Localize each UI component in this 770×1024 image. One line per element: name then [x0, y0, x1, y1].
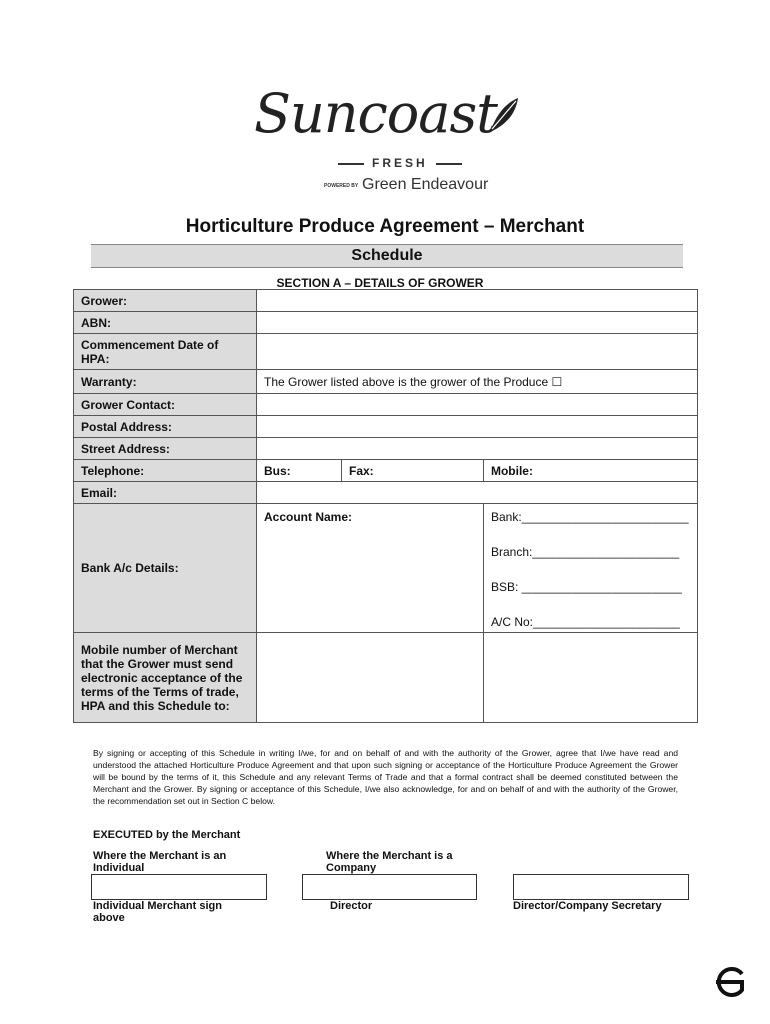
- abn-field[interactable]: [257, 312, 698, 334]
- grower-details-table: [73, 289, 698, 723]
- individual-sign-label: Individual Merchant sign above: [93, 900, 222, 924]
- grower-label: Grower:: [74, 290, 257, 312]
- grower-field[interactable]: [257, 290, 698, 312]
- director-label: Director: [330, 900, 373, 912]
- secretary-label: Director/Company Secretary: [513, 900, 662, 912]
- director-signature-box[interactable]: [302, 874, 477, 900]
- acceptance-paragraph: By signing or accepting of this Schedule in writing I/we, for and on behalf of and with the authority of the Grower, agree that I/we have read and understood the attached Horticulture Produce Agreement and that upon such signing or acceptance of the Horticulture Produce Agreement the Grower will be bound by the terms of it, this Schedule and any relevant Terms of Trade and that a formal contract shall be deemed constituted between the Merchant and the Grower. By signing or acceptance of this Schedule, I/we also acknowledge, for and on behalf of and with the authority of the Grower, the recommendation set out in Section C below.: [93, 748, 678, 806]
- email-field[interactable]: [257, 482, 698, 504]
- corner-logo-icon: [712, 966, 748, 998]
- street-address-field[interactable]: [257, 438, 698, 460]
- postal-address-field[interactable]: [257, 416, 698, 438]
- merchant-mobile-field-right[interactable]: [483, 633, 697, 723]
- logo-powered-by: POWERED BY: [324, 183, 359, 189]
- bus-field[interactable]: Bus:: [257, 460, 342, 482]
- individual-signature-box[interactable]: [91, 874, 267, 900]
- bsb-line[interactable]: BSB: ________________________: [490, 580, 682, 594]
- suncoast-fresh-logo: [250, 82, 525, 197]
- merchant-mobile-label: Mobile number of Merchant that the Grower must send electronic acceptance of the terms of the Terms of trade, HPA and this Schedule to:: [74, 633, 257, 723]
- leaf-icon: [486, 96, 522, 136]
- secretary-signature-box[interactable]: [513, 874, 689, 900]
- email-label: Email:: [74, 482, 257, 504]
- commencement-date-label: Commencement Date of HPA:: [74, 334, 257, 370]
- acno-line[interactable]: A/C No:______________________: [490, 615, 680, 629]
- warranty-text[interactable]: The Grower listed above is the grower of the Produce ☐: [257, 370, 698, 394]
- document-title: Horticulture Produce Agreement – Merchant: [185, 216, 585, 237]
- individual-heading: Where the Merchant is an Individual: [93, 850, 227, 874]
- bank-details-label: Bank A/c Details:: [74, 504, 257, 633]
- section-a-heading: SECTION A – DETAILS OF GROWER: [276, 276, 484, 290]
- executed-line: [93, 829, 240, 841]
- logo-fresh: FRESH: [330, 156, 470, 170]
- telephone-label: Telephone:: [74, 460, 257, 482]
- street-address-label: Street Address:: [74, 438, 257, 460]
- merchant-mobile-field-left[interactable]: [257, 633, 484, 723]
- commencement-date-field[interactable]: [257, 334, 698, 370]
- executed-rest: by the Merchant: [152, 829, 241, 841]
- abn-label: ABN:: [74, 312, 257, 334]
- branch-line[interactable]: Branch:______________________: [490, 545, 680, 559]
- schedule-heading: Schedule: [91, 244, 683, 268]
- mobile-field[interactable]: Mobile:: [483, 460, 697, 482]
- grower-contact-field[interactable]: [257, 394, 698, 416]
- grower-contact-label: Grower Contact:: [74, 394, 257, 416]
- fax-field[interactable]: Fax:: [342, 460, 484, 482]
- company-heading: Where the Merchant is a Company: [326, 850, 453, 874]
- account-name-field[interactable]: Account Name:: [257, 504, 484, 633]
- logo-wordmark: Suncoast: [254, 82, 497, 145]
- executed-bold: EXECUTED: [93, 829, 153, 841]
- postal-address-label: Postal Address:: [74, 416, 257, 438]
- bank-line[interactable]: Bank:_________________________: [490, 510, 689, 524]
- warranty-label: Warranty:: [74, 370, 257, 394]
- logo-green-endeavour: Green Endeavour: [362, 176, 489, 193]
- bank-fields: [483, 504, 697, 633]
